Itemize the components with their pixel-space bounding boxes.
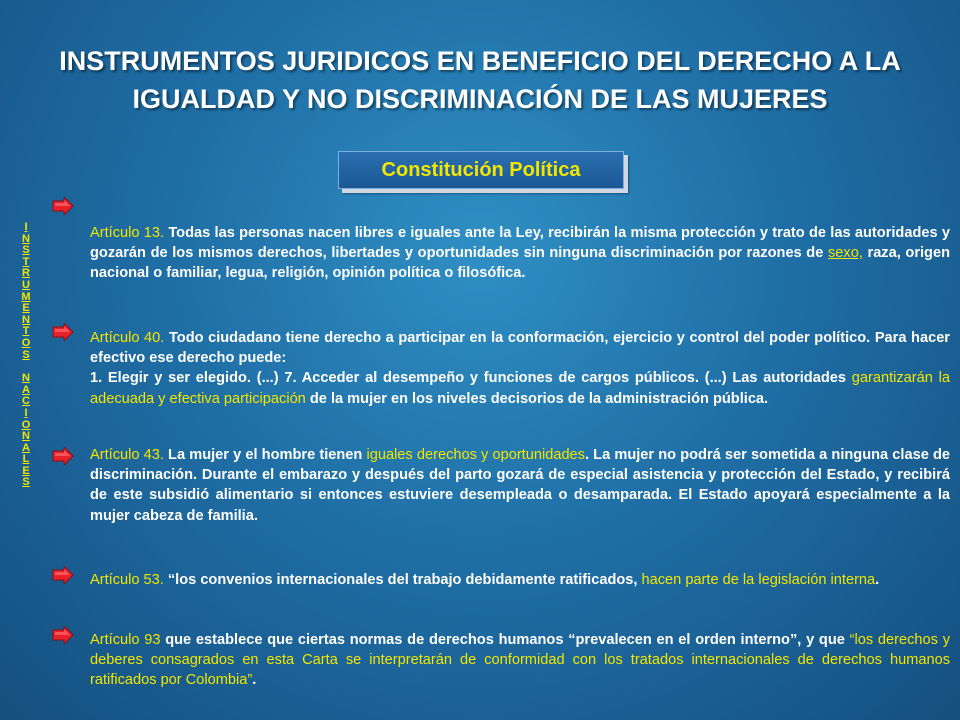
vertical-letter: E [22, 464, 30, 477]
vertical-letter: A [22, 383, 30, 396]
article-text: . [875, 572, 880, 588]
red-arrow-bullet-icon [52, 447, 74, 465]
article-53 [90, 570, 950, 590]
red-arrow-bullet-icon [52, 626, 74, 644]
article-highlight: garantizarán la adecuada y efectiva participación [90, 370, 951, 407]
vertical-letter: T [22, 325, 30, 338]
article-93 [90, 630, 950, 691]
article-label: Artículo 53. [90, 572, 164, 588]
vertical-letter: N [22, 313, 30, 326]
article-text: “los convenios internacionales del trabajo debidamente ratificados, [163, 572, 642, 588]
vertical-letter: I [24, 406, 28, 419]
article-highlight: “los derechos y deberes consagrados en esta Carta se interpretarán de conformidad con los tratados internacionales de derechos humanos ratificados por Colombia” [90, 632, 950, 689]
title-line-2: IGUALDAD Y NO DISCRIMINACIÓN DE LAS MUJERES [132, 84, 828, 114]
article-text: . [252, 672, 257, 689]
article-text: . La mujer no podrá ser sometida a ninguna clase de discriminación. Durante el embarazo y después del parto gozará de especial asistencia y protección del Estado, y recibirá de este subsidió alimentario si entonces estuviere desempleada o desamparada. El Estado apoyará especialmente a la mujer cabeza de familia. [90, 447, 950, 524]
vertical-label [16, 222, 36, 489]
article-text: raza, origen nacional o familiar, legua, religión, opinión política o filosófica. [90, 245, 951, 282]
article-text: 1. Elegir y ser elegido. (...) 7. Acceder al desempeño y funciones de cargos públicos. (...) Las autoridades [90, 370, 852, 387]
vertical-letter: I [24, 221, 28, 233]
red-arrow-bullet-icon [52, 323, 74, 341]
article-text: Todo ciudadano tiene derecho a participar en la conformación, ejercicio y control del poder político. Para hacer efectivo ese derecho puede: [90, 330, 950, 367]
vertical-letter: C [22, 395, 30, 408]
article-text: Todas las personas nacen libres e iguales ante la Ley, recibirán la misma protección y trato de las autoridades y gozarán de los mismos derechos, libertades y oportunidades sin ninguna discriminación por razones de [90, 225, 951, 262]
red-arrow-bullet-icon [52, 197, 74, 215]
vertical-letter: T [22, 255, 30, 268]
article-label: Artículo 93 [90, 632, 161, 648]
vertical-letter: N [22, 232, 30, 245]
vertical-letter: M [21, 290, 31, 303]
vertical-letter: U [22, 278, 30, 291]
article-13 [90, 223, 950, 284]
vertical-letter: S [22, 348, 30, 361]
article-label: Artículo 43. [90, 447, 164, 463]
section-header-box [338, 151, 624, 189]
article-highlight: hacen parte de la legislación interna [641, 572, 876, 588]
article-label: Artículo 13. [90, 225, 165, 241]
article-text: La mujer y el hombre tienen [163, 447, 367, 463]
slide-title [40, 42, 920, 118]
vertical-letter: S [22, 244, 30, 257]
article-highlight: sexo, [827, 245, 863, 262]
article-label: Artículo 40. [90, 330, 165, 346]
vertical-letter: S [22, 476, 30, 489]
vertical-letter: A [22, 441, 30, 454]
title-line-1: INSTRUMENTOS JURIDICOS EN BENEFICIO DEL DERECHO A LA [59, 46, 901, 76]
article-43 [90, 445, 950, 526]
vertical-letter: L [22, 453, 30, 466]
article-40 [90, 328, 950, 409]
vertical-letter: E [22, 302, 30, 315]
red-arrow-bullet-icon [52, 566, 74, 584]
vertical-letter: O [21, 336, 31, 349]
vertical-letter: R [22, 267, 30, 280]
section-label: Constitución Política [381, 158, 581, 181]
article-highlight: iguales derechos y oportunidades [366, 447, 585, 463]
vertical-letter: O [21, 418, 31, 431]
article-text: de la mujer en los niveles decisorios de la administración pública. [305, 390, 769, 407]
vertical-letter: N [22, 430, 30, 443]
article-text: que establece que ciertas normas de derechos humanos “prevalecen en el orden interno”, y que [160, 632, 850, 648]
vertical-letter: N [22, 372, 30, 385]
